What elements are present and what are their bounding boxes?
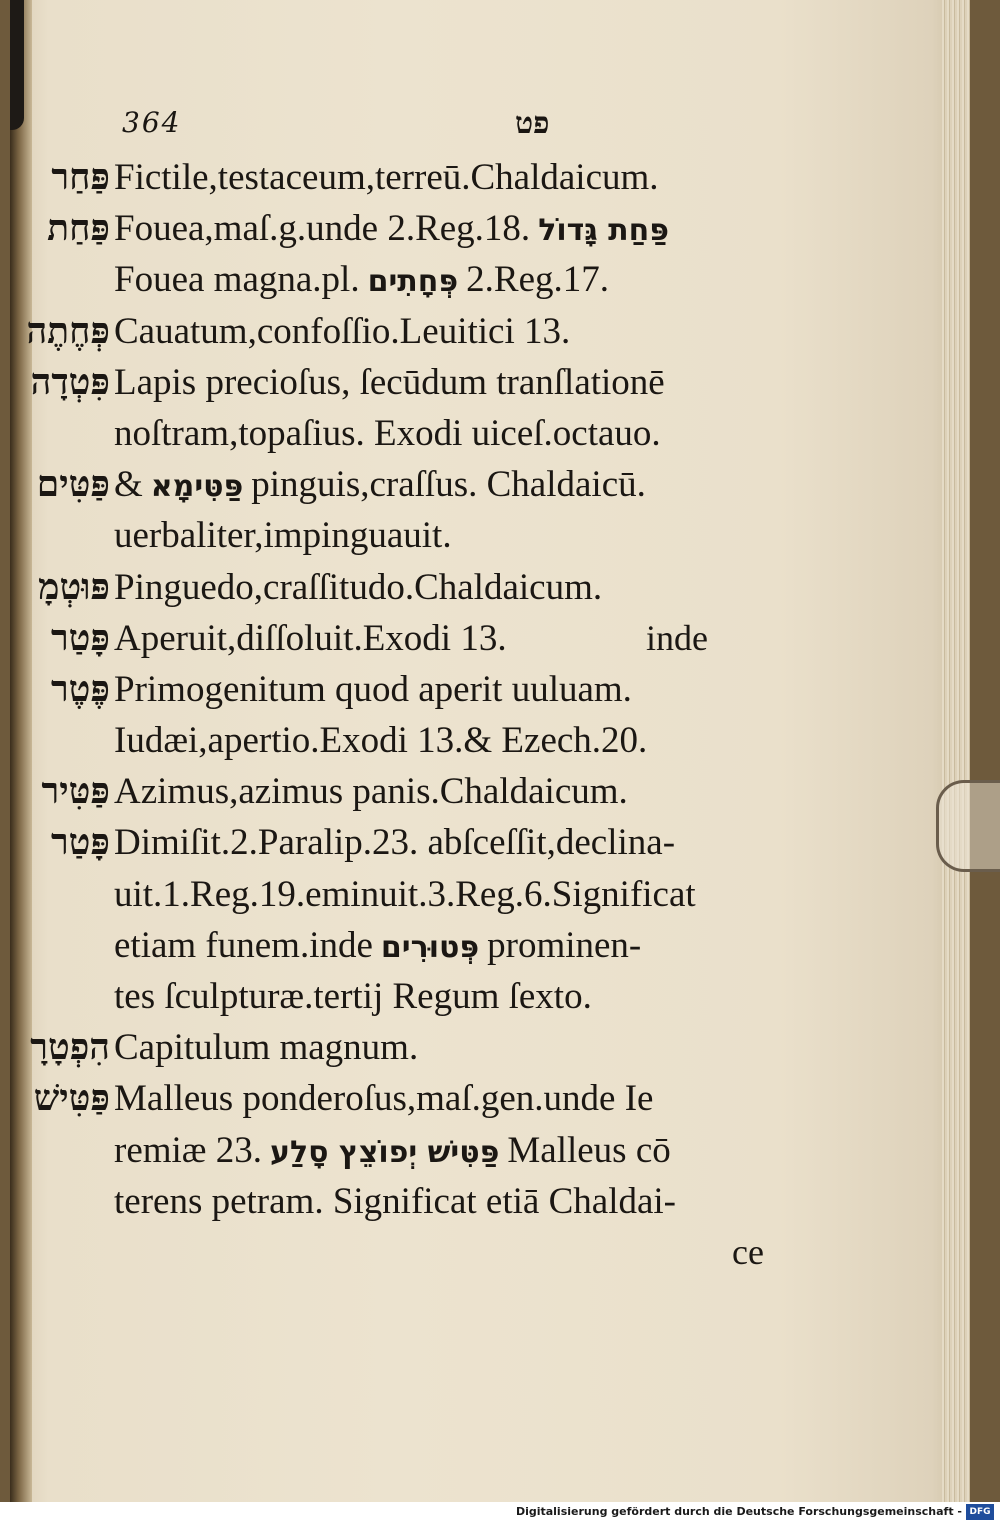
digitization-footer [0,1502,1000,1523]
entry-line [10,1125,970,1176]
hebrew-citation: פַּטִּימָא [150,469,244,505]
latin-gloss [114,306,570,357]
gloss-text: etiam funem.inde [114,924,373,966]
catchword: ce [732,1231,764,1272]
gloss-text: Pinguedo,craſſitudo.Chaldaicum. [114,566,603,608]
hebrew-headword: פְּחֶתֶה [26,309,110,352]
gloss-text: Cauatum,confoſſio.Leuitici 13. [114,310,571,352]
entry-line [10,357,970,408]
gloss-text: Fictile,testaceum,terreū.Chaldaicum. [114,157,659,198]
latin-gloss [114,152,659,203]
entry-line [10,459,970,510]
page-header [10,106,970,146]
latin-gloss [114,1022,418,1073]
latin-gloss [114,613,507,664]
latin-gloss [114,1073,653,1124]
latin-gloss [114,408,661,459]
gloss-text-continued: Malleus cō [507,1129,671,1171]
entry-line [10,817,970,868]
entry-line [10,1022,970,1073]
hebrew-citation: פְּחָתִים [367,264,459,300]
gloss-text: Malleus ponderoſus,maſ.gen.unde Ie [114,1078,654,1120]
entry-line [10,766,970,817]
gloss-text: uit.1.Reg.19.eminuit.3.Reg.6.Significat [114,873,696,915]
hebrew-headword: פָּטַר [50,821,110,864]
inline-word: inde [646,617,708,658]
gloss-text: Capitulum magnum. [114,1027,419,1069]
latin-gloss [114,664,632,715]
hebrew-headword: פַּטִּיר [41,770,110,813]
entry-line [10,562,970,613]
entry-line [10,1176,970,1227]
latin-gloss [114,562,602,613]
hebrew-headword: פַּחַר [51,156,110,198]
entry-line [10,613,970,664]
page-number: 364 [122,106,182,139]
latin-gloss [114,1125,671,1178]
latin-gloss [114,357,665,408]
gloss-text-continued: pinguis,craſſus. Chaldaicū. [251,464,646,506]
catchword-line [10,1227,970,1278]
book-page [10,0,970,1502]
gloss-text: Azimus,azimus panis.Chaldaicum. [114,771,628,813]
dictionary-entries [10,152,970,1278]
gloss-text: Fouea,maſ.g.unde 2.Reg.18. [114,208,531,250]
gloss-text: noſtram,topaſius. Exodi uiceſ.octauo. [114,412,661,454]
entry-line [10,408,970,459]
latin-gloss [114,715,647,766]
entry-line [10,920,970,971]
gloss-text: remiæ 23. [114,1129,262,1171]
latin-gloss [114,1176,676,1227]
gloss-text: tes ſculpturæ.tertij Regum ſexto. [114,976,592,1017]
gloss-text: uerbaliter,impinguauit. [114,515,452,557]
hebrew-headword: פַּטִּישׁ [33,1077,110,1120]
hebrew-headword: פָּטַר [50,616,110,659]
latin-gloss [114,920,641,973]
entry-line [10,664,970,715]
entry-line [10,510,970,561]
entry-line [10,254,970,305]
entry-line [10,869,970,920]
hebrew-headword: הִפְטָרָ [30,1026,110,1069]
hebrew-citation: פְּטוּרִים [380,929,480,965]
latin-gloss [114,766,628,817]
gloss-text-continued: prominen- [487,924,642,966]
gloss-text: terens petram. Significat etiā Chaldai- [114,1180,676,1222]
entry-line [10,715,970,766]
funding-credit: Digitalisierung gefördert durch die Deutsche Forschungsgemeinschaft - [515,1505,962,1518]
hebrew-citation: פַּטִּישׁ יְפוֹצֵץ סָלַע [269,1134,500,1170]
running-head: פט [515,106,550,141]
gloss-text: & [114,464,143,506]
hebrew-headword: פִּטְדָה [30,360,110,403]
latin-gloss [114,459,646,512]
entry-line [10,306,970,357]
dfg-logo: DFG [966,1504,994,1520]
latin-gloss [114,971,592,1022]
gloss-text: Primogenitum quod aperit uuluam. [114,668,632,710]
entry-line [10,152,970,203]
hebrew-headword: פַּטִּים [36,463,110,506]
gloss-text: Dimiſit.2.Paralip.23. abſceſſit,declina- [114,822,676,864]
hebrew-headword: פּוּטְמָ [38,565,110,608]
latin-gloss [114,817,675,868]
gloss-text: Fouea magna.pl. [114,259,360,301]
entry-line [10,203,970,254]
latin-gloss [114,254,609,307]
gloss-text: Aperuit,diſſoluit.Exodi 13. [114,617,507,659]
latin-gloss [114,510,452,561]
gloss-text: Lapis precioſus, ſecūdum tranſlationē [114,361,665,403]
gloss-text: Iudæi,apertio.Exodi 13.& Ezech.20. [114,720,648,762]
page-clip [936,780,1000,872]
entry-line [10,971,970,1022]
latin-gloss [114,869,696,920]
hebrew-headword: פַּחַת [47,207,110,250]
hebrew-headword: פֶּטֶר [50,667,110,710]
latin-gloss [114,203,677,256]
gloss-text-continued: 2.Reg.17. [466,259,609,301]
hebrew-citation: פַּחַת גָּדוֹל [538,213,669,249]
entry-line [10,1073,970,1124]
